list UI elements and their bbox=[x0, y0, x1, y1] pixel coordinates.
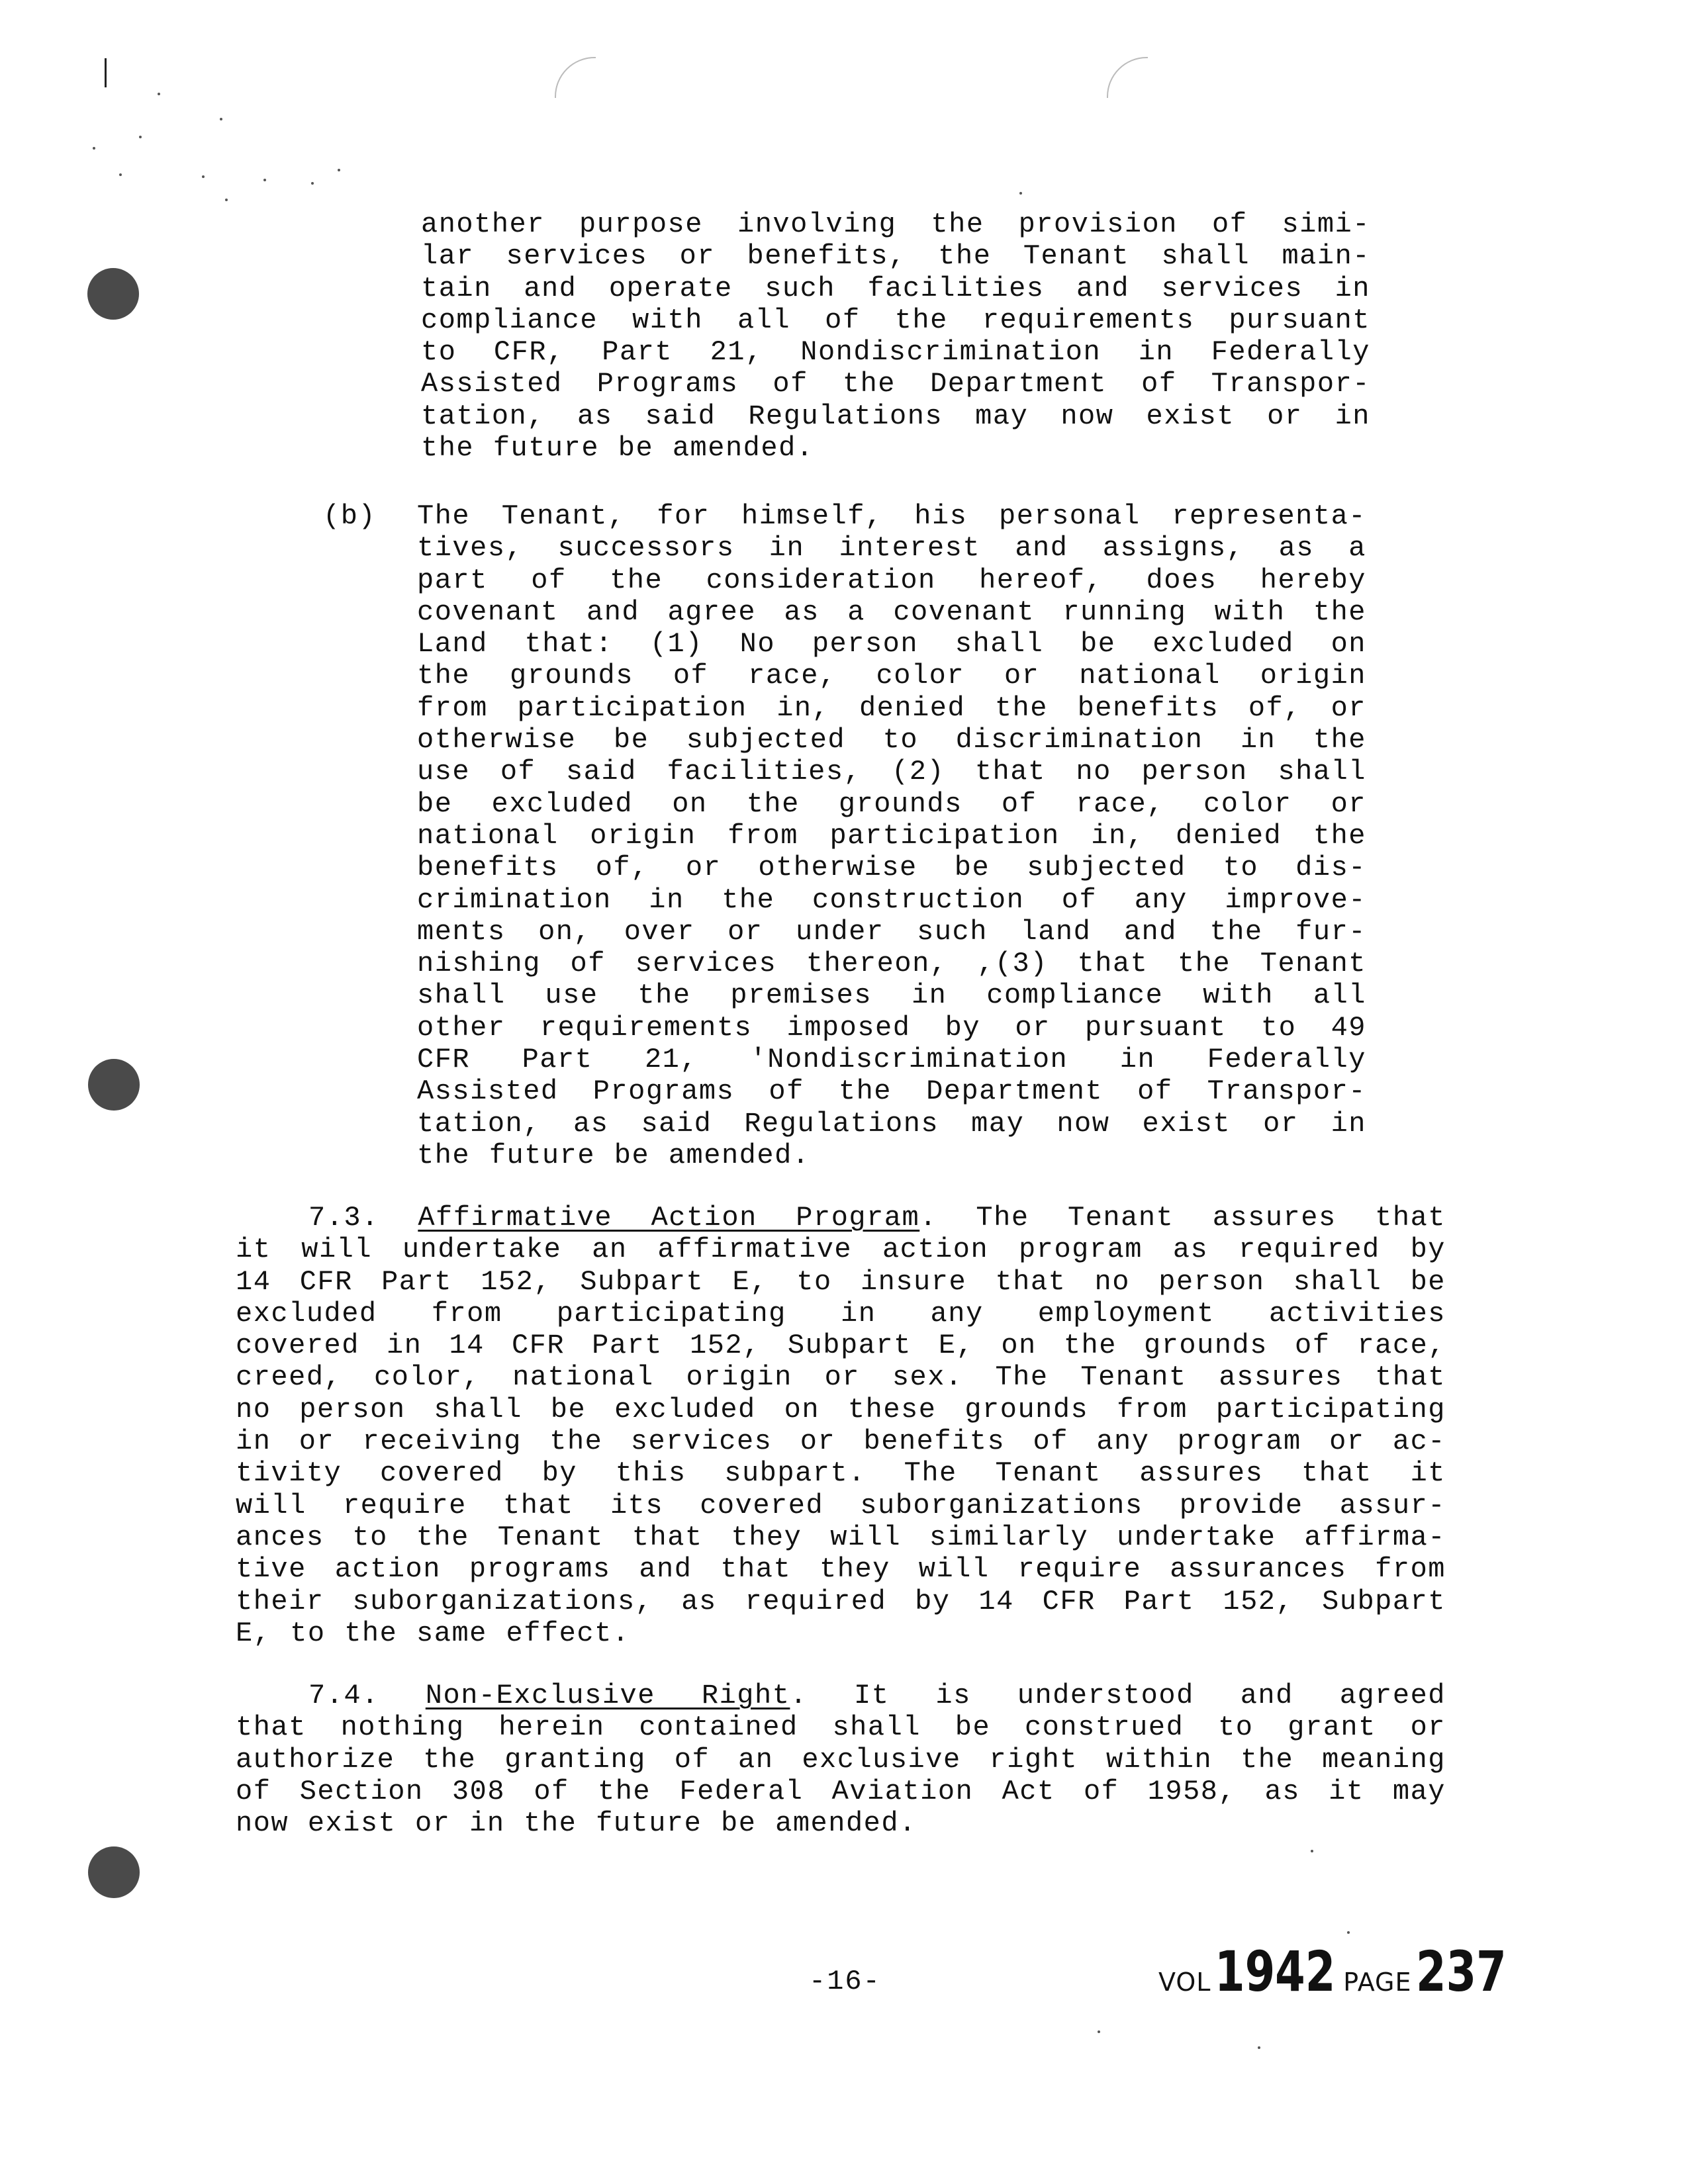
section-7-3-first-line bbox=[236, 1202, 1446, 1234]
vol-number: 1942 bbox=[1215, 1939, 1336, 2004]
clause-b-paragraph bbox=[417, 500, 1366, 1171]
section-7-4-first-line bbox=[236, 1680, 1446, 1711]
volume-page-stamp bbox=[1158, 1939, 1532, 2012]
section-number: 7.3. bbox=[308, 1202, 379, 1234]
text-line: excluded from participating in any employment activities bbox=[236, 1297, 1446, 1330]
scan-speck bbox=[1019, 192, 1022, 195]
punch-hole-bottom bbox=[88, 1846, 140, 1898]
section-heading: Non-Exclusive Right bbox=[425, 1680, 790, 1711]
text-line: tation, as said Regulations may now exist or in bbox=[421, 400, 1370, 432]
section-heading: Affirmative Action Program bbox=[418, 1202, 920, 1234]
text-line: creed, color, national origin or sex. The Tenant assures that bbox=[236, 1361, 1446, 1394]
text-line: the future be amended. bbox=[421, 432, 814, 465]
text-span: . It is understood and agreed bbox=[790, 1680, 1446, 1711]
text-line: tain and operate such facilities and services in bbox=[421, 272, 1370, 304]
scan-speck bbox=[1258, 2046, 1260, 2049]
text-line: tive action programs and that they will require assurances from bbox=[236, 1553, 1446, 1586]
text-line: another purpose involving the provision of simi- bbox=[421, 208, 1370, 240]
punch-hole-top bbox=[87, 268, 139, 320]
text-line: be excluded on the grounds of race, color or bbox=[417, 788, 1366, 820]
text-line: now exist or in the future be amended. bbox=[236, 1807, 917, 1840]
text-span: . The Tenant assures that bbox=[919, 1202, 1446, 1234]
text-line: tation, as said Regulations may now exist or in bbox=[417, 1107, 1366, 1140]
section-7-4 bbox=[236, 1680, 1446, 1839]
scan-speck bbox=[202, 175, 205, 178]
text-line: to CFR, Part 21, Nondiscrimination in Federally bbox=[421, 336, 1370, 369]
text-line: authorize the granting of an exclusive right within the meaning bbox=[236, 1743, 1446, 1776]
text-line: 14 CFR Part 152, Subpart E, to insure that no person shall be bbox=[236, 1265, 1446, 1298]
text-line: of Section 308 of the Federal Aviation Act of 1958, as it may bbox=[236, 1775, 1446, 1807]
text-line: covenant and agree as a covenant running with the bbox=[417, 596, 1366, 628]
page-label: PAGE bbox=[1343, 1968, 1412, 1997]
text-line: use of said facilities, (2) that no person shall bbox=[417, 756, 1366, 788]
text-line: benefits of, or otherwise be subjected to dis- bbox=[417, 852, 1366, 884]
scan-speck bbox=[119, 173, 122, 176]
text-line: part of the consideration hereof, does hereby bbox=[417, 564, 1366, 596]
scan-speck bbox=[1311, 1850, 1313, 1852]
clause-b-label: (b) bbox=[323, 500, 377, 532]
text-line: E, to the same effect. bbox=[236, 1617, 630, 1649]
text-line: no person shall be excluded on these grounds from participating bbox=[236, 1393, 1446, 1426]
text-line: The Tenant, for himself, his personal representa- bbox=[417, 500, 1366, 532]
scan-speck bbox=[263, 179, 266, 181]
scan-speck bbox=[311, 182, 314, 185]
page-number: -16- bbox=[809, 1966, 881, 1997]
text-line: the future be amended. bbox=[417, 1139, 810, 1171]
text-line: lar services or benefits, the Tenant shall main- bbox=[421, 240, 1370, 273]
scan-speck bbox=[225, 199, 228, 201]
text-line: crimination in the construction of any improve- bbox=[417, 884, 1366, 916]
text-line: otherwise be subjected to discrimination in the bbox=[417, 724, 1366, 756]
scan-arc-left bbox=[555, 57, 596, 98]
text-line: Land that: (1) No person shall be excluded on bbox=[417, 628, 1366, 660]
scan-mark bbox=[105, 58, 107, 87]
text-line: will require that its covered suborganizations provide assur- bbox=[236, 1489, 1446, 1522]
scan-speck bbox=[1098, 2030, 1100, 2033]
text-line: ances to the Tenant that they will similarly undertake affirma- bbox=[236, 1521, 1446, 1553]
section-7-3 bbox=[236, 1202, 1446, 1649]
page-value: 237 bbox=[1415, 1939, 1507, 2004]
text-line: their suborganizations, as required by 14 CFR Part 152, Subpart bbox=[236, 1585, 1446, 1617]
continuation-paragraph bbox=[421, 208, 1370, 464]
text-line: tivity covered by this subpart. The Tenant assures that it bbox=[236, 1457, 1446, 1490]
scan-speck bbox=[93, 147, 95, 150]
scan-arc-right bbox=[1107, 57, 1148, 98]
scan-speck bbox=[158, 93, 160, 95]
scan-speck bbox=[139, 136, 142, 138]
text-line: tives, successors in interest and assigns, as a bbox=[417, 532, 1366, 565]
text-line: national origin from participation in, denied the bbox=[417, 819, 1366, 852]
scan-speck bbox=[1347, 1931, 1350, 1934]
text-line: CFR Part 21, 'Nondiscrimination in Federally bbox=[417, 1044, 1366, 1076]
text-line: it will undertake an affirmative action program as required by bbox=[236, 1234, 1446, 1266]
section-number: 7.4. bbox=[308, 1680, 379, 1711]
text-line: the grounds of race, color or national origin bbox=[417, 660, 1366, 692]
text-line: shall use the premises in compliance with all bbox=[417, 979, 1366, 1012]
text-line: covered in 14 CFR Part 152, Subpart E, on the grounds of race, bbox=[236, 1330, 1446, 1362]
text-line: Assisted Programs of the Department of Transpor- bbox=[421, 368, 1370, 400]
text-line: compliance with all of the requirements pursuant bbox=[421, 304, 1370, 336]
text-line: other requirements imposed by or pursuant to 49 bbox=[417, 1011, 1366, 1044]
text-line: in or receiving the services or benefits of any program or ac- bbox=[236, 1426, 1446, 1458]
vol-label: VOL bbox=[1158, 1968, 1211, 1997]
text-line: from participation in, denied the benefits of, or bbox=[417, 692, 1366, 724]
scan-speck bbox=[338, 169, 340, 171]
text-line: ments on, over or under such land and the fur- bbox=[417, 915, 1366, 948]
text-line: Assisted Programs of the Department of Transpor- bbox=[417, 1075, 1366, 1108]
text-line: nishing of services thereon, ,(3) that the Tenant bbox=[417, 948, 1366, 980]
text-line: that nothing herein contained shall be construed to grant or bbox=[236, 1711, 1446, 1744]
scan-speck bbox=[220, 118, 222, 120]
punch-hole-middle bbox=[88, 1059, 140, 1111]
